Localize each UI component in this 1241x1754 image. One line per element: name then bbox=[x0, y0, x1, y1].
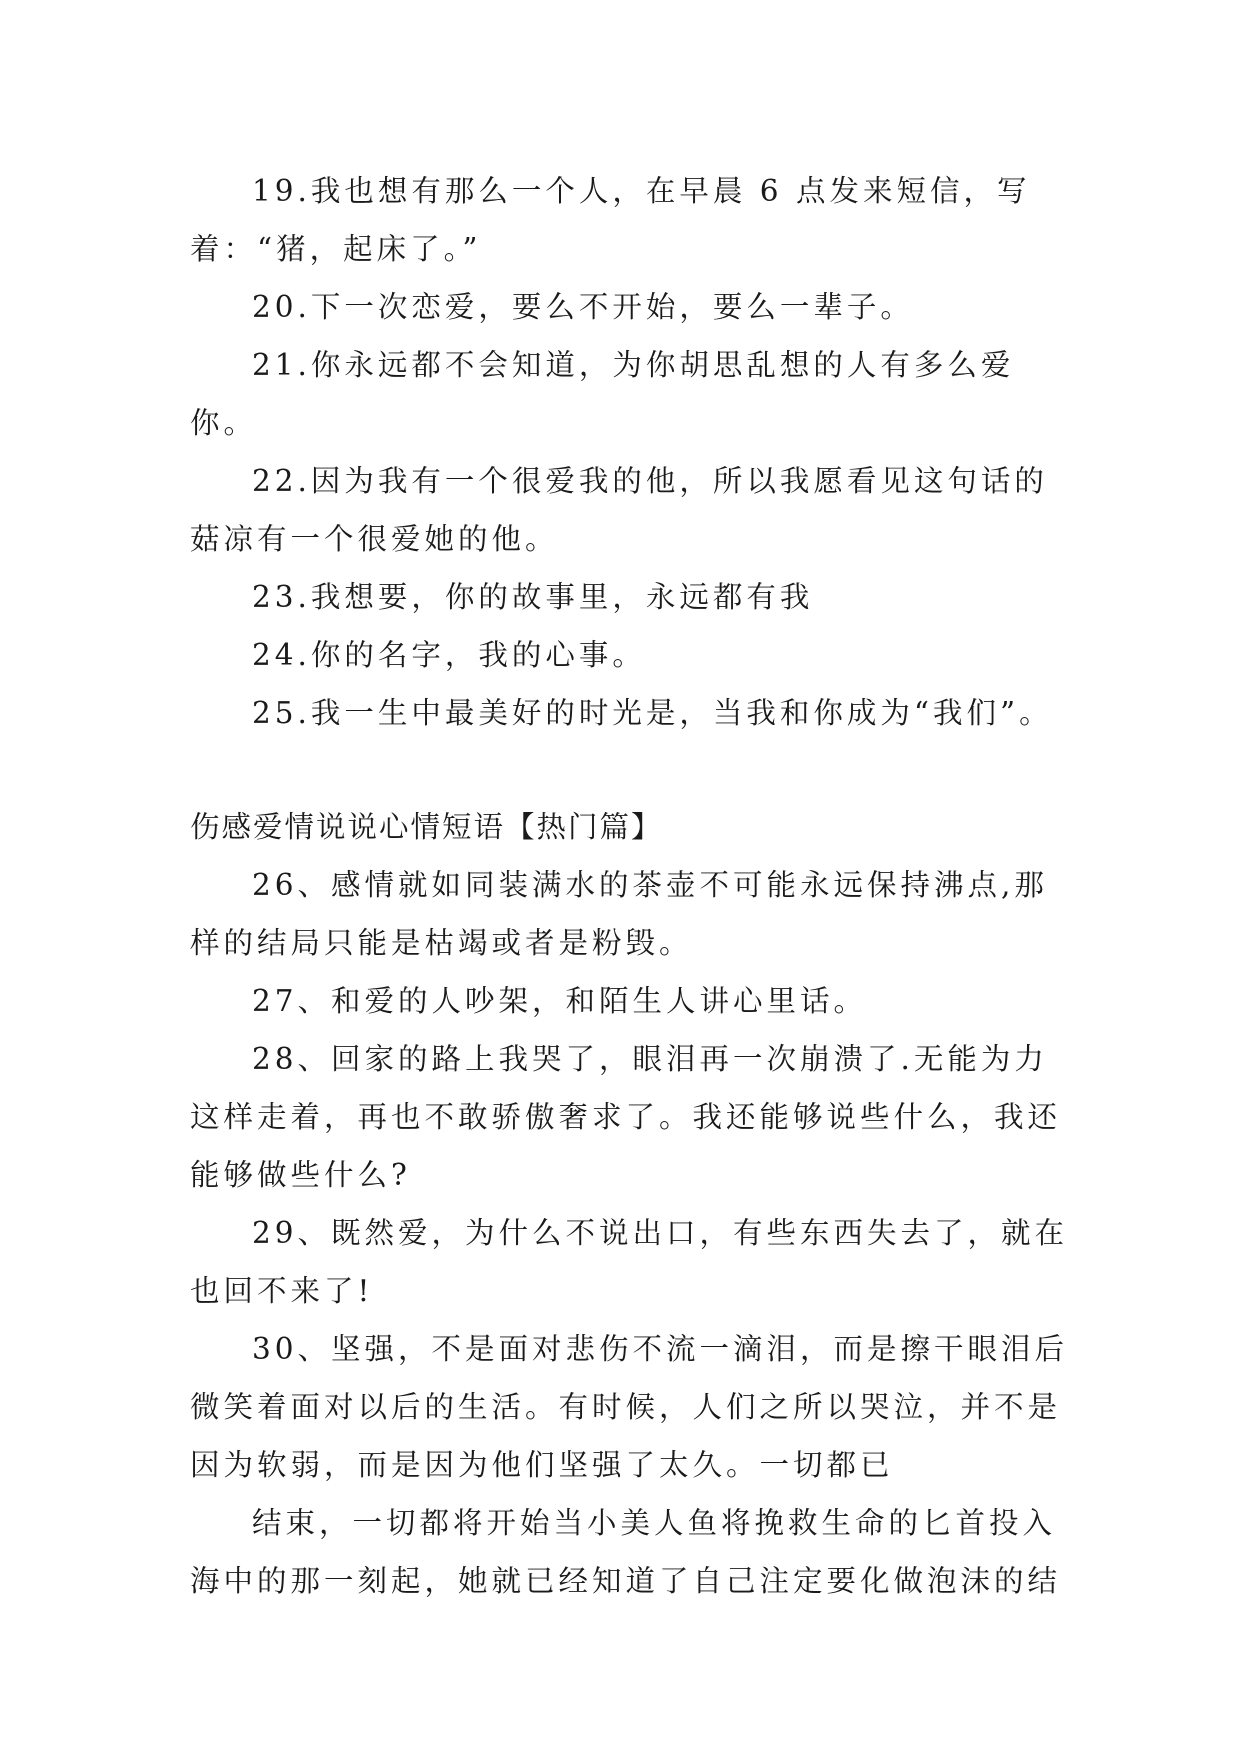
paragraph-24: 24.你的名字，我的心事。 bbox=[252, 638, 646, 672]
paragraph-28: 28、回家的路上我哭了，眼泪再一次崩溃了.无能为力这样走着，再也不敢骄傲奢求了。我还能够说些什么，我还能够做些什么? bbox=[190, 1042, 1062, 1192]
paragraph-27: 27、和爱的人吵架，和陌生人讲心里话。 bbox=[252, 984, 868, 1018]
paragraph-23: 23.我想要，你的故事里，永远都有我 bbox=[252, 580, 814, 614]
paragraph-30: 30、坚强，不是面对悲伤不流一滴泪，而是擦干眼泪后微笑着面对以后的生活。有时候，人们之所以哭泣，并不是因为软弱，而是因为他们坚强了太久。一切都已 bbox=[190, 1332, 1069, 1482]
section-spacer bbox=[190, 742, 1070, 798]
paragraph-20: 20.下一次恋爱，要么不开始，要么一辈子。 bbox=[252, 290, 914, 324]
paragraph-25: 25.我一生中最美好的时光是，当我和你成为“我们”。 bbox=[252, 696, 1053, 730]
paragraph-29: 29、既然爱，为什么不说出口，有些东西失去了，就在也回不来了! bbox=[190, 1216, 1069, 1308]
paragraph-22: 22.因为我有一个很爱我的他，所以我愿看见这句话的菇凉有一个很爱她的他。 bbox=[190, 464, 1048, 556]
section-heading: 伤感爱情说说心情短语【热门篇】 bbox=[190, 810, 663, 844]
paragraph-19: 19.我也想有那么一个人，在早晨 6 点发来短信，写着：“猪，起床了。” bbox=[190, 174, 1031, 266]
paragraph-26: 26、感情就如同装满水的茶壶不可能永远保持沸点,那样的结局只能是枯竭或者是粉毁。 bbox=[190, 868, 1048, 960]
paragraph-21: 21.你永远都不会知道，为你胡思乱想的人有多么爱你。 bbox=[190, 348, 1015, 440]
document-body bbox=[190, 162, 1070, 1610]
paragraph-30-continued: 结束，一切都将开始当小美人鱼将挽救生命的匕首投入海中的那一刻起，她就已经知道了自己注定要化做泡沫的结 bbox=[190, 1506, 1062, 1598]
